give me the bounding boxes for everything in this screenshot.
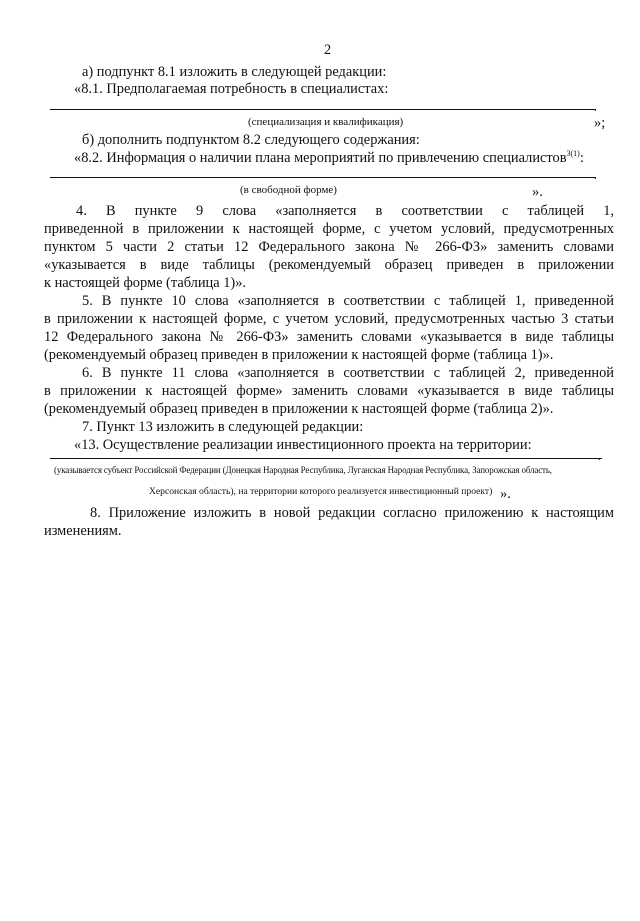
subparagraph-8-2-text: «8.2. Информация о наличии плана мероприятий по привлечению специалистов$^{3(1)}$: <box>74 149 584 166</box>
item-6-line: (рекомендуемый образец приведен в приложении к настоящей форме (таблица 2)». <box>44 401 554 417</box>
fill-in-line-end: . <box>594 103 597 114</box>
free-form-hint: (в свободной форме) <box>240 184 337 196</box>
subparagraph-8-1-text: «8.1. Предполагаемая потребность в специалистах: <box>74 81 389 97</box>
page-number: 2 <box>324 42 332 58</box>
region-hint-line-2: Херсонская область), на территории которого реализуется инвестиционный проект) <box>149 486 493 497</box>
fill-in-line-end: . <box>594 171 597 182</box>
fill-in-line-end: . <box>598 452 601 463</box>
item-8-line: изменениям. <box>44 523 122 539</box>
footnote-ref: 3(1) <box>566 149 580 159</box>
quote-end: »; <box>594 115 606 131</box>
fill-in-line <box>50 109 596 110</box>
item-4-line: «указывается в виде таблицы (рекомендуемый образец приведен в приложении <box>44 257 614 273</box>
item-7-intro: 7. Пункт 13 изложить в следующей редакции: <box>82 419 364 435</box>
item-5-line: (рекомендуемый образец приведен в приложении к настоящей форме (таблица 1)». <box>44 347 554 363</box>
item-6-line: в приложении к настоящей форме» заменить словами «указывается в виде таблицы <box>44 383 614 399</box>
item-4-line: приведенной в приложении к настоящей форме, с учетом условий, предусмотренных <box>44 221 614 237</box>
item-4-line: к настоящей форме (таблица 1)». <box>44 275 247 291</box>
item-13-text: «13. Осуществление реализации инвестиционного проекта на территории: <box>74 437 532 453</box>
item-5-line: 5. В пункте 10 слова «заполняется в соответствии с таблицей 1, приведенной <box>82 293 614 309</box>
fill-in-line <box>50 177 596 178</box>
quote-end: ». <box>500 486 511 502</box>
item-4-line: 4. В пункте 9 слова «заполняется в соответствии с таблицей 1, <box>76 203 614 219</box>
item-4-line: пунктом 5 части 2 статьи 12 Федерального закона № 266-ФЗ» заменить словами <box>44 239 614 255</box>
item-6-line: 6. В пункте 11 слова «заполняется в соответствии с таблицей 2, приведенной <box>82 365 614 381</box>
item-5-line: в приложении к настоящей форме, с учетом условий, предусмотренных частью 3 статьи <box>44 311 614 327</box>
subparagraph-b-intro: б) дополнить подпунктом 8.2 следующего содержания: <box>82 132 420 148</box>
fill-in-line <box>50 458 602 459</box>
specialization-hint: (специализация и квалификация) <box>248 116 404 128</box>
region-hint-line-1: (указывается субъект Российской Федерации (Донецкая Народная Республика, Луганская Народная Республика, Запорожская область, <box>54 465 552 475</box>
subparagraph-a-intro: а) подпункт 8.1 изложить в следующей редакции: <box>82 64 387 80</box>
quote-end: ». <box>532 184 543 200</box>
item-8-line: 8. Приложение изложить в новой редакции согласно приложению к настоящим <box>90 505 614 521</box>
item-5-line: 12 Федерального закона № 266-ФЗ» заменить словами «указывается в виде таблицы <box>44 329 614 345</box>
